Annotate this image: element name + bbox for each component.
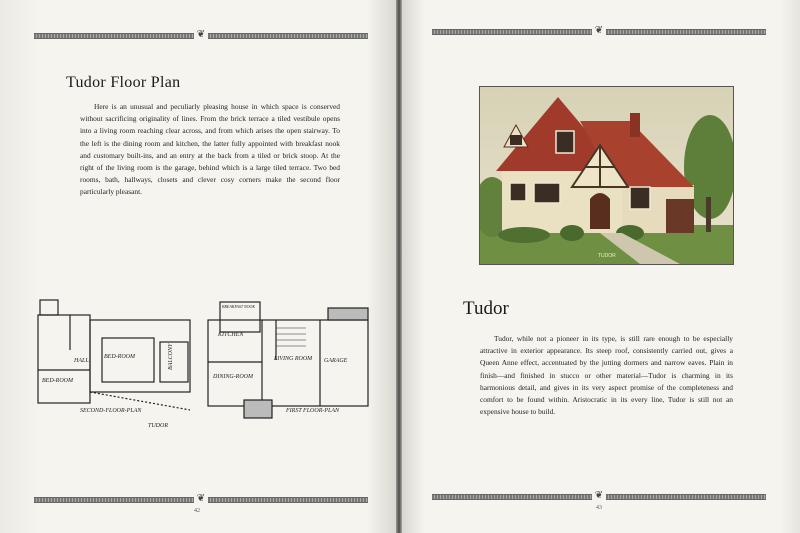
label-kitchen: KITCHEN (218, 332, 244, 338)
page-number-left: 42 (194, 508, 200, 514)
floor-plan-drawing (30, 290, 380, 440)
ornament-icon: ❦ (194, 30, 208, 40)
label-living-room: LIVING ROOM (274, 356, 313, 362)
description-text: Here is an unusual and peculiarly pleasing house in which space is conserved without sacrificing originality of lines. From the brick terrace a tiled vestibule opens into a living room reaching clear across, and from which arises the open stairway. To the left is the dining room and kitchen, the latter fully appointed with breakfast nook and customary built-ins, and an entry at the back from a tiled or brick stoop. At the right of the living room is the garage, behind which is a large tiled terrace. Two bed rooms, bath, hallways, closets and clever cosy corners make the second floor particularly pleasant. (80, 102, 340, 197)
page-number-right: 43 (596, 505, 602, 511)
top-rule-left (34, 29, 368, 40)
house-illustration (479, 86, 734, 265)
left-page (0, 0, 398, 533)
description-text: Tudor, while not a pioneer in its type, is still rare enough to be especially attractive in exterior appearance. Its steep roof, consistently carried out, gives a Queen Anne effect, accentuated by the jutting dormers and narrow eaves. Plain in finish—and finished in stucco or other material—Tudor is charming in its harmonious detail, and gives in its very aspect promise of the completeness and comfort to be found within. Aristocratic in its every line, Tudor is still not an expensive house to build. (480, 334, 733, 417)
label-plan-name: TUDOR (148, 423, 169, 429)
right-page (400, 0, 800, 533)
ornament-icon: ❦ (194, 494, 208, 504)
top-rule-right (432, 25, 766, 36)
bottom-rule-left (34, 493, 368, 504)
ornament-icon: ❦ (592, 491, 606, 501)
page-title: Tudor Floor Plan (66, 74, 181, 91)
label-first-floor-plan: FIRST FLOOR-PLAN (286, 408, 340, 414)
label-dining-room: DINING-ROOM (213, 374, 253, 380)
label-breakfast-nook: BREAKFAST NOOK (222, 304, 256, 309)
bottom-rule-right (432, 490, 766, 501)
book-spine (396, 0, 402, 533)
label-balcony: BALCONY (168, 343, 174, 370)
label-hall: HALL (74, 358, 89, 364)
label-second-floor-plan: SECOND-FLOOR-PLAN (80, 408, 142, 414)
chimney (40, 300, 58, 315)
tudor-house-picture (480, 87, 733, 264)
label-garage: GARAGE (324, 358, 348, 364)
label-bed-room-1: BED-ROOM (104, 354, 135, 360)
section-title: Tudor (463, 298, 509, 319)
photo-caption: TUDOR (598, 253, 616, 259)
ornament-icon: ❦ (592, 26, 606, 36)
label-bed-room-2: BED-ROOM (42, 378, 73, 384)
